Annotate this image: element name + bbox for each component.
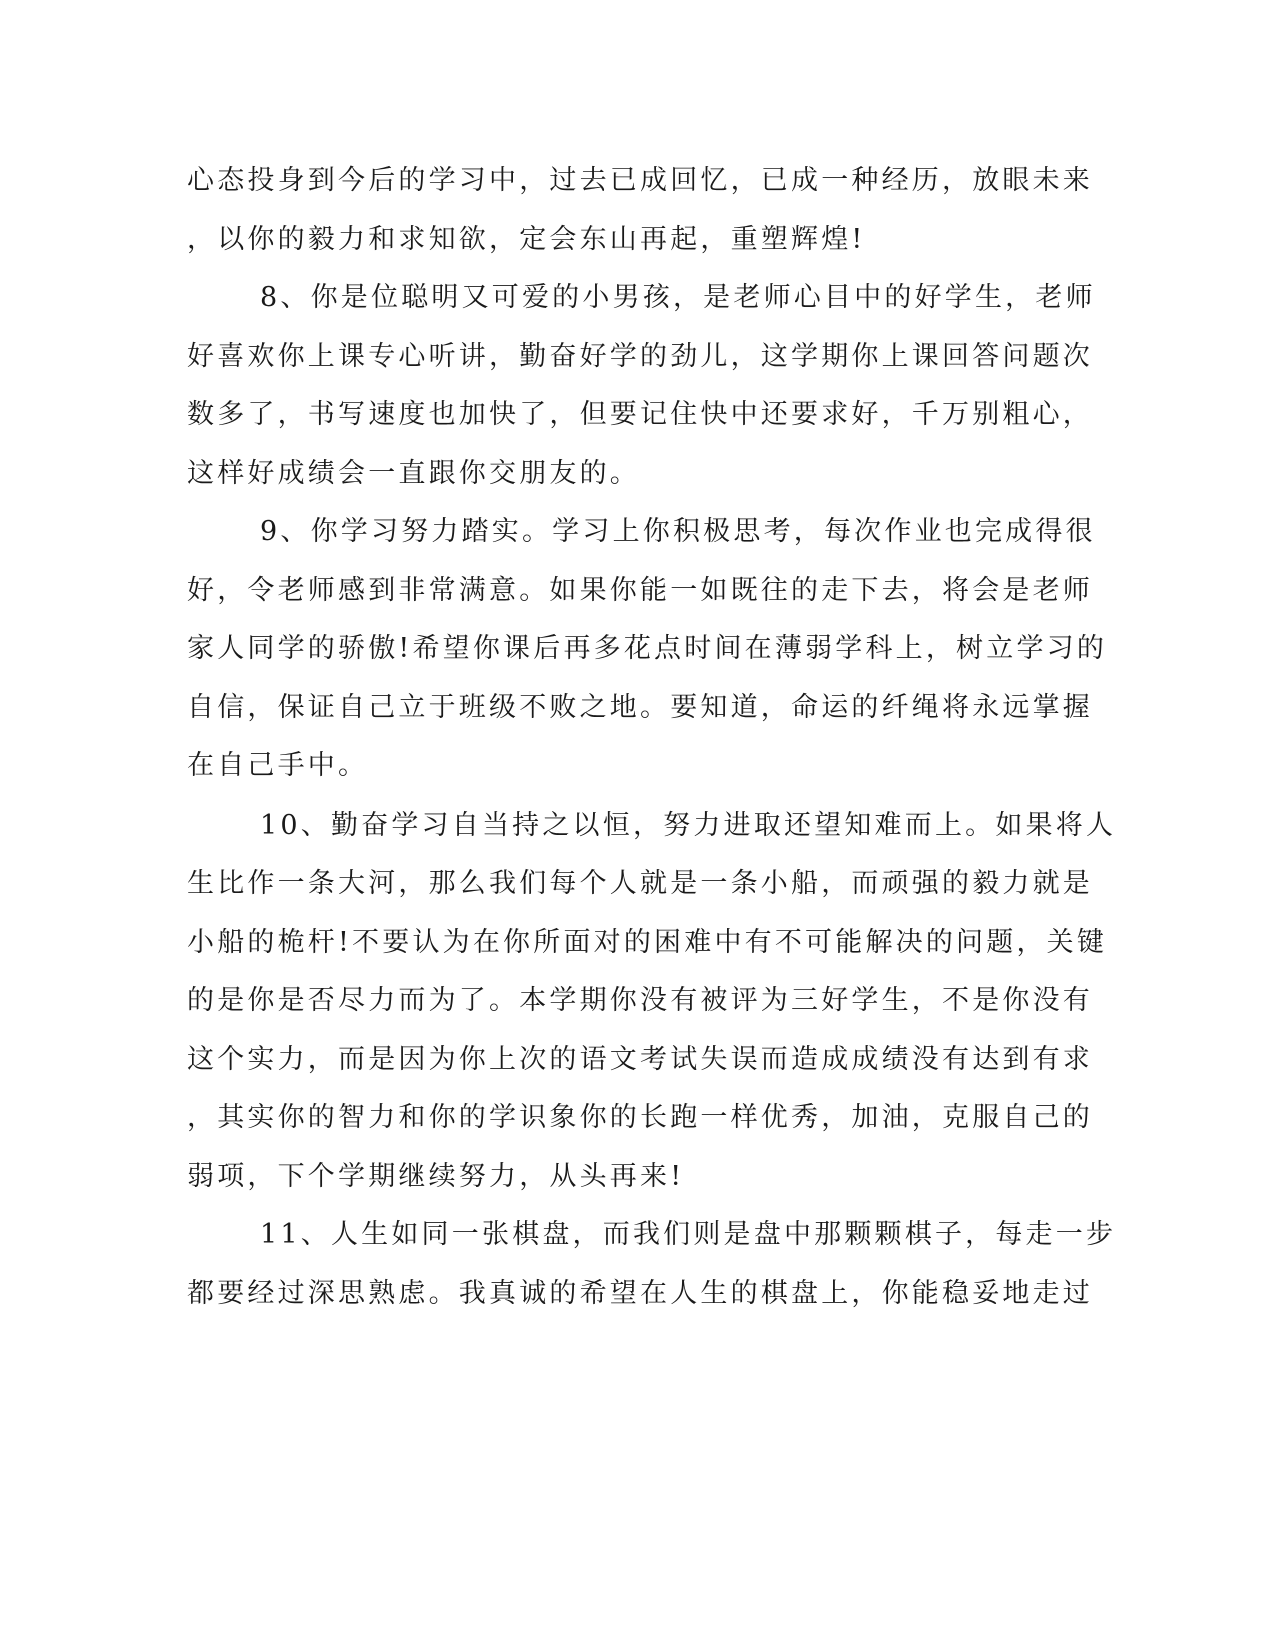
text-line: 都要经过深思熟虑。我真诚的希望在人生的棋盘上，你能稳妥地走过 (187, 1278, 1093, 1309)
text-line: ，其实你的智力和你的学识象你的长跑一样优秀，加油，克服自己的 (187, 1102, 1093, 1133)
text-line: 心态投身到今后的学习中，过去已成回忆，已成一种经历，放眼未来 (187, 165, 1093, 196)
text-line: 在自己手中。 (187, 750, 369, 781)
paragraph-11-start: 11、人生如同一张棋盘，而我们则是盘中那颗颗棋子，每走一步 (260, 1219, 1117, 1250)
text-line: 的是你是否尽力而为了。本学期你没有被评为三好学生，不是你没有 (187, 985, 1093, 1016)
text-line: 好，令老师感到非常满意。如果你能一如既往的走下去，将会是老师 (187, 575, 1093, 606)
text-line: 小船的桅杆!不要认为在你所面对的困难中有不可能解决的问题，关键 (187, 927, 1108, 958)
text-line: 弱项，下个学期继续努力，从头再来! (187, 1161, 685, 1192)
paragraph-8-start: 8、你是位聪明又可爱的小男孩，是老师心目中的好学生，老师 (260, 282, 1096, 313)
text-line: 数多了，书写速度也加快了，但要记住快中还要求好，千万别粗心， (187, 399, 1093, 430)
text-line: 好喜欢你上课专心听讲，勤奋好学的劲儿，这学期你上课回答问题次 (187, 341, 1093, 372)
text-line: 自信，保证自己立于班级不败之地。要知道，命运的纤绳将永远掌握 (187, 692, 1093, 723)
text-line: 家人同学的骄傲!希望你课后再多花点时间在薄弱学科上，树立学习的 (187, 633, 1108, 664)
text-line: ，以你的毅力和求知欲，定会东山再起，重塑辉煌! (187, 224, 866, 255)
paragraph-10-start: 10、勤奋学习自当持之以恒，努力进取还望知难而上。如果将人 (260, 810, 1117, 841)
text-line: 生比作一条大河，那么我们每个人就是一条小船，而顽强的毅力就是 (187, 868, 1093, 899)
text-line: 这个实力，而是因为你上次的语文考试失误而造成成绩没有达到有求 (187, 1044, 1093, 1075)
text-line: 这样好成绩会一直跟你交朋友的。 (187, 458, 640, 489)
paragraph-9-start: 9、你学习努力踏实。学习上你积极思考，每次作业也完成得很 (260, 516, 1096, 547)
